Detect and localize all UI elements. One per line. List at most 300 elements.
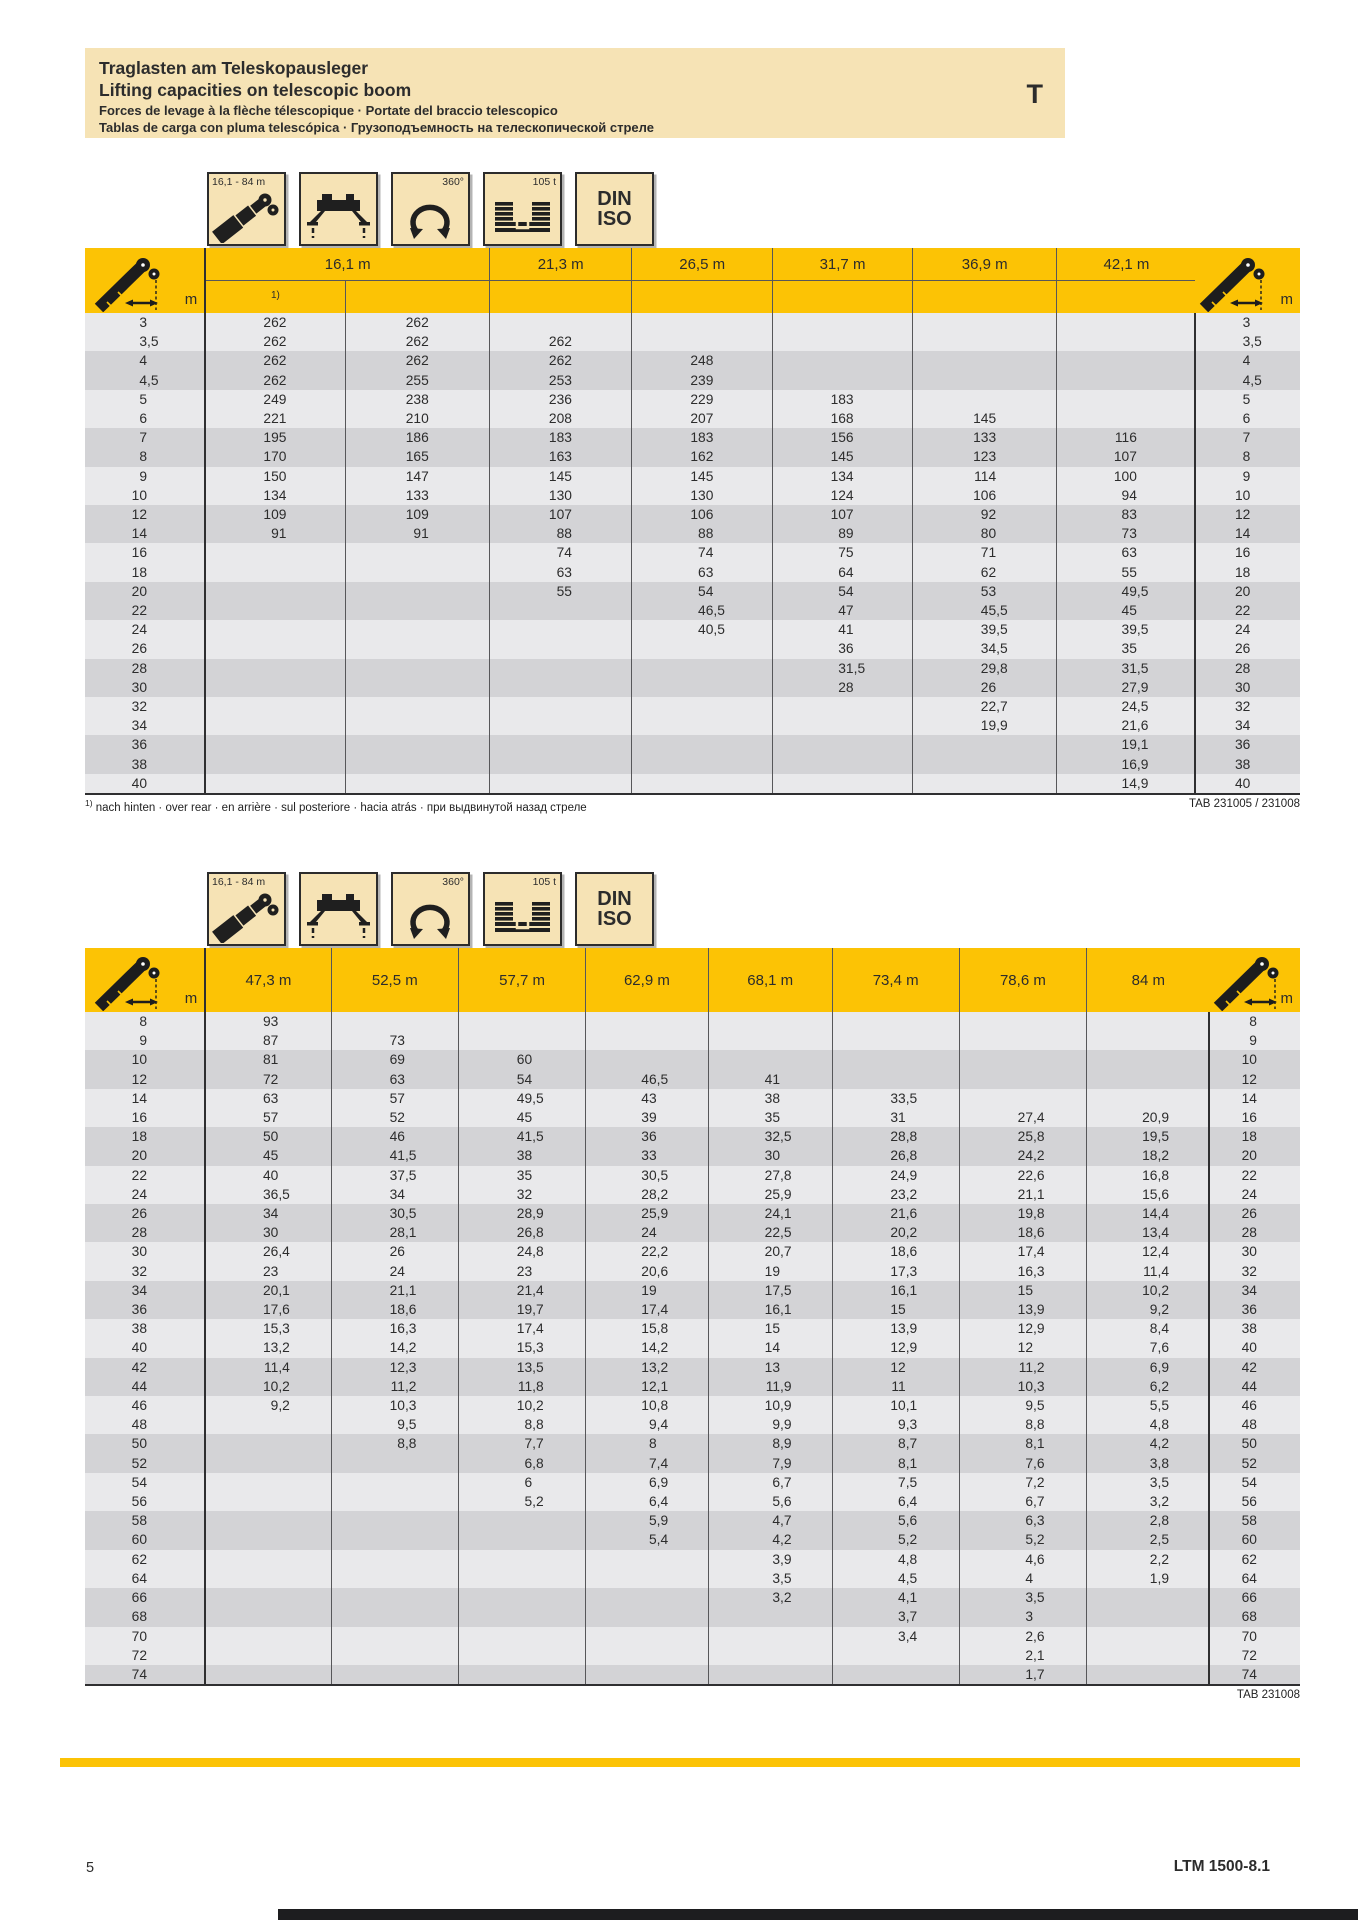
capacity-cell: 91 [205,524,345,543]
radius-cell: 26 [1209,1204,1300,1223]
rotation-label: 360° [442,876,464,888]
capacity-cell: 40 ,5 [632,620,773,639]
capacity-cell: 15 ,3 [205,1319,331,1338]
capacity-table-1-block [85,248,1300,814]
table-row [85,1627,1300,1646]
capacity-cell: 75 [773,543,913,562]
capacity-cell [459,1569,586,1588]
radius-column-header [85,248,205,313]
capacity-cell: 45 [459,1108,586,1127]
capacity-cell: 87 [205,1031,331,1050]
capacity-cell [205,716,345,735]
capacity-cell: 249 [205,390,345,409]
capacity-cell: 208 [490,409,632,428]
capacity-cell: 109 [205,505,345,524]
radius-cell: 22 [1195,601,1300,620]
capacity-cell: 186 [345,428,490,447]
counterweight-icon [485,188,560,243]
capacity-cell [1087,1607,1210,1626]
radius-cell: 26 [131,1206,148,1222]
capacity-cell: 116 [1057,428,1196,447]
radius-cell: 20 [131,583,148,599]
capacity-cell [1087,1070,1210,1089]
capacity-cell: 16 ,1 [708,1300,832,1319]
boom-length-header: 68,1 m [708,948,832,1012]
radius-cell: 8 [1209,1012,1300,1031]
capacity-cell: 8 ,8 [331,1434,459,1453]
radius-cell: 48 [1209,1415,1300,1434]
radius-cell: 54 [131,1474,148,1490]
capacity-cell [459,1646,586,1665]
table-row [85,467,1300,486]
capacity-cell: 46 ,5 [586,1070,709,1089]
radius-cell: 24 [131,1186,148,1202]
capacity-cell: 6 ,9 [586,1473,709,1492]
capacity-cell [773,735,913,754]
radius-cell: 26 [1195,639,1300,658]
capacity-cell: 1 ,9 [1087,1569,1210,1588]
radius-cell: 9 [1209,1031,1300,1050]
capacity-cell: 29 ,8 [912,659,1057,678]
radius-cell: 6 [1195,409,1300,428]
capacity-cell [632,659,773,678]
capacity-cell: 3 ,9 [708,1550,832,1569]
capacity-cell: 73 [1057,524,1196,543]
capacity-cell: 31 [832,1108,959,1127]
capacity-cell: 107 [1057,447,1196,466]
table-row [85,563,1300,582]
capacity-cell: 15 ,8 [586,1319,709,1338]
telescopic-boom-icon [209,188,284,243]
capacity-cell: 46 [331,1127,459,1146]
capacity-cell [205,601,345,620]
capacity-cell: 229 [632,390,773,409]
capacity-cell [459,1530,586,1549]
capacity-cell: 18 ,6 [331,1300,459,1319]
capacity-cell: 71 [912,543,1057,562]
capacity-cell: 47 [773,601,913,620]
table-row [85,678,1300,697]
capacity-cell: 26 ,8 [832,1146,959,1165]
capacity-cell: 35 [1057,639,1196,658]
capacity-cell: 21 ,6 [1057,716,1196,735]
capacity-cell: 74 [490,543,632,562]
capacity-table-2 [85,948,1300,1686]
sub-header-cell [345,281,490,314]
crane-model: LTM 1500-8.1 [1173,1858,1270,1875]
capacity-cell: 123 [912,447,1057,466]
capacity-cell: 195 [205,428,345,447]
capacity-cell: 15 [959,1281,1087,1300]
capacity-cell: 28 ,8 [832,1127,959,1146]
capacity-cell: 63 [1057,543,1196,562]
table-row [85,351,1300,370]
radius-cell: 68 [131,1609,148,1625]
footnote-marker: 1) [85,798,93,809]
boom-length-header: 62,9 m [586,948,709,1012]
capacity-cell [205,1607,331,1626]
capacity-cell [1087,1012,1210,1031]
outriggers-icon [301,888,376,943]
radius-cell: 48 [131,1417,148,1433]
capacity-cell: 130 [490,486,632,505]
capacity-cell: 168 [773,409,913,428]
capacity-cell: 39 ,5 [912,620,1057,639]
boom-range-box [207,172,286,246]
capacity-cell: 27 ,9 [1057,678,1196,697]
capacity-cell [832,1031,959,1050]
capacity-cell: 38 [708,1089,832,1108]
radius-cell: 12 [1195,505,1300,524]
capacity-cell: 20 ,6 [586,1262,709,1281]
capacity-cell [459,1607,586,1626]
capacity-cell: 165 [345,447,490,466]
radius-cell: 26 [131,641,148,657]
bottom-divider-bar [60,1758,1300,1767]
capacity-cell: 16 ,1 [832,1281,959,1300]
counterweight-box [483,872,562,946]
capacity-cell: 12 ,4 [1087,1242,1210,1261]
capacity-cell: 262 [205,313,345,332]
capacity-cell [345,774,490,794]
capacity-cell: 12 ,9 [832,1338,959,1357]
capacity-cell: 255 [345,371,490,390]
radius-cell: 18 [131,1129,148,1145]
boom-length-header: 47,3 m [205,948,331,1012]
capacity-cell [632,697,773,716]
capacity-cell: 23 [205,1262,331,1281]
capacity-cell [632,332,773,351]
capacity-cell [490,697,632,716]
capacity-cell [205,543,345,562]
capacity-cell: 21 ,1 [331,1281,459,1300]
capacity-cell: 14 ,2 [586,1338,709,1357]
table-row [85,447,1300,466]
capacity-cell: 28 ,2 [586,1185,709,1204]
outriggers-icon [301,188,376,243]
capacity-cell: 7 ,5 [832,1473,959,1492]
table-row [85,524,1300,543]
capacity-cell: 9 ,4 [586,1415,709,1434]
capacity-cell: 22 ,2 [586,1242,709,1261]
radius-cell: 52 [1209,1454,1300,1473]
capacity-cell: 43 [586,1089,709,1108]
capacity-cell: 31 ,5 [773,659,913,678]
capacity-cell [912,390,1057,409]
radius-cell: 18 [131,564,148,580]
capacity-cell [773,755,913,774]
capacity-cell: 239 [632,371,773,390]
capacity-cell [708,1627,832,1646]
capacity-cell: 34 [331,1185,459,1204]
capacity-cell: 262 [205,332,345,351]
table-row [85,1185,1300,1204]
radius-cell: 24 [131,622,148,638]
radius-cell: 4 [1195,351,1300,370]
capacity-cell: 57 [331,1089,459,1108]
capacity-cell: 17 ,4 [586,1300,709,1319]
capacity-cell: 92 [912,505,1057,524]
capacity-cell: 11 ,4 [1087,1262,1210,1281]
capacity-cell [586,1031,709,1050]
capacity-cell: 9 ,3 [832,1415,959,1434]
capacity-cell: 30 ,5 [331,1204,459,1223]
table-row [85,505,1300,524]
capacity-cell [708,1012,832,1031]
capacity-cell: 145 [490,467,632,486]
boom-length-header: 52,5 m [331,948,459,1012]
radius-cell: 12 [131,1071,148,1087]
radius-cell: 16 [1195,543,1300,562]
tab-reference-2: TAB 231008 [1236,1689,1300,1702]
table-row [85,1377,1300,1396]
outrigger-box [299,172,378,246]
capacity-cell: 26 ,4 [205,1242,331,1261]
capacity-cell [205,620,345,639]
radius-cell: 9 [139,1033,148,1049]
capacity-cell: 7 ,6 [959,1454,1087,1473]
capacity-cell: 34 ,5 [912,639,1057,658]
capacity-cell [1087,1050,1210,1069]
title-band [85,48,1065,138]
capacity-cell [459,1550,586,1569]
capacity-cell [490,755,632,774]
page-title-en: Lifting capacities on telescopic boom [99,79,412,100]
radius-cell: 64 [1209,1569,1300,1588]
table-row [85,601,1300,620]
capacity-cell: 19 ,5 [1087,1127,1210,1146]
capacity-cell: 4 ,2 [708,1530,832,1549]
capacity-cell: 145 [632,467,773,486]
capacity-cell: 10 ,1 [832,1396,959,1415]
capacity-cell: 207 [632,409,773,428]
radius-cell: 22 [1209,1166,1300,1185]
capacity-cell: 3 ,5 [959,1588,1087,1607]
capacity-cell: 4 ,8 [1087,1415,1210,1434]
rotation-box [391,172,470,246]
capacity-cell: 15 ,3 [459,1338,586,1357]
sub-header-cell [912,281,1057,314]
capacity-cell [345,639,490,658]
capacity-cell: 39 [586,1108,709,1127]
capacity-cell: 12 ,1 [586,1377,709,1396]
capacity-cell: 19 [708,1262,832,1281]
radius-cell: 40 [131,775,148,791]
capacity-cell: 16 ,8 [1087,1166,1210,1185]
capacity-cell: 13 ,2 [586,1358,709,1377]
capacity-cell [912,313,1057,332]
footnote-text: nach hinten · over rear · en arrière · sul posteriore · hacia atrás · при выдвинутой назад стреле [95,801,587,814]
capacity-cell: 10 ,8 [586,1396,709,1415]
capacity-cell: 114 [912,467,1057,486]
table-row [85,409,1300,428]
capacity-cell [205,1588,331,1607]
radius-cell: 10 [131,1052,148,1068]
boom-length-header: 21,3 m [490,248,632,281]
capacity-cell [331,1665,459,1685]
radius-cell: 34 [131,1282,148,1298]
radius-cell: 28 [131,660,148,676]
capacity-cell: 2 ,2 [1087,1550,1210,1569]
boom-length-header: 42,1 m [1057,248,1196,281]
radius-cell: 58 [1209,1511,1300,1530]
capacity-cell: 37 ,5 [331,1166,459,1185]
capacity-cell: 14 [708,1338,832,1357]
radius-cell: 14 [1209,1089,1300,1108]
boom-length-header: 73,4 m [832,948,959,1012]
capacity-cell: 72 [205,1070,331,1089]
capacity-cell: 40 [205,1166,331,1185]
capacity-cell [345,678,490,697]
boom-length-header: 78,6 m [959,948,1087,1012]
radius-cell: 5 [1195,390,1300,409]
capacity-cell: 49 ,5 [459,1089,586,1108]
capacity-cell: 49 ,5 [1057,582,1196,601]
capacity-cell: 262 [490,351,632,370]
boom-length-header: 36,9 m [912,248,1057,281]
capacity-cell: 83 [1057,505,1196,524]
radius-column-header [1209,948,1300,1012]
capacity-cell [345,697,490,716]
capacity-cell [331,1492,459,1511]
capacity-cell [1087,1089,1210,1108]
capacity-cell [1087,1627,1210,1646]
radius-cell: 36 [1195,735,1300,754]
capacity-cell [205,697,345,716]
capacity-cell [632,716,773,735]
capacity-cell [1057,313,1196,332]
capacity-cell [1057,390,1196,409]
radius-cell: 52 [131,1455,148,1471]
counterweight-box [483,172,562,246]
radius-cell: 66 [131,1590,148,1606]
capacity-cell: 147 [345,467,490,486]
capacity-cell: 34 [205,1204,331,1223]
radius-cell: 28 [131,1225,148,1241]
capacity-cell: 9 ,9 [708,1415,832,1434]
capacity-cell: 210 [345,409,490,428]
capacity-cell [708,1665,832,1685]
capacity-cell: 50 [205,1127,331,1146]
radius-cell: 38 [131,756,148,772]
radius-cell: 38 [131,1321,148,1337]
radius-cell: 34 [1209,1281,1300,1300]
capacity-cell: 2 ,5 [1087,1530,1210,1549]
radius-cell: 3 [1195,313,1300,332]
capacity-cell: 5 ,6 [832,1511,959,1530]
capacity-cell: 63 [632,563,773,582]
unit-label: m [1280,291,1293,308]
capacity-cell [586,1646,709,1665]
capacity-cell [912,332,1057,351]
capacity-cell: 38 [459,1146,586,1165]
capacity-cell [490,601,632,620]
radius-cell: 62 [131,1551,148,1567]
table-row [85,1646,1300,1665]
capacity-cell: 1 ,7 [959,1665,1087,1685]
radius-cell: 10 [131,487,148,503]
table-row [85,543,1300,562]
table-row [85,1089,1300,1108]
capacity-cell: 54 [632,582,773,601]
radius-cell: 7 [139,430,148,446]
capacity-cell: 27 ,4 [959,1108,1087,1127]
sub-header-cell [773,281,913,314]
capacity-cell: 57 [205,1108,331,1127]
rotation-box [391,872,470,946]
capacity-cell: 10 ,2 [205,1377,331,1396]
capacity-cell: 11 ,2 [959,1358,1087,1377]
table-row [85,332,1300,351]
radius-cell: 14 [131,1090,148,1106]
capacity-cell [959,1070,1087,1089]
capacity-cell [205,1454,331,1473]
capacity-cell: 5 ,9 [586,1511,709,1530]
capacity-cell: 18 ,6 [832,1242,959,1261]
capacity-cell: 183 [773,390,913,409]
table-row [85,1012,1300,1031]
table-row [85,620,1300,639]
capacity-cell: 32 [459,1185,586,1204]
capacity-cell: 106 [632,505,773,524]
sub-header-cell [490,281,632,314]
capacity-cell: 28 ,9 [459,1204,586,1223]
capacity-cell: 9 ,5 [959,1396,1087,1415]
radius-cell: 28 [1195,659,1300,678]
capacity-cell [345,601,490,620]
capacity-cell: 45 [205,1146,331,1165]
capacity-cell: 6 [459,1473,586,1492]
capacity-cell: 25 ,8 [959,1127,1087,1146]
table-row [85,697,1300,716]
radius-cell: 9 [139,468,148,484]
capacity-cell: 35 [459,1166,586,1185]
capacity-cell [205,1434,331,1453]
capacity-cell: 10 ,2 [1087,1281,1210,1300]
capacity-cell: 262 [345,351,490,370]
radius-cell: 8 [139,449,148,465]
capacity-cell: 69 [331,1050,459,1069]
table-row [85,1031,1300,1050]
capacity-cell [345,735,490,754]
capacity-cell: 5 ,2 [832,1530,959,1549]
crane-radius-icon [91,254,183,312]
capacity-cell: 63 [205,1089,331,1108]
table-row [85,1300,1300,1319]
radius-cell: 66 [1209,1588,1300,1607]
capacity-cell [331,1511,459,1530]
capacity-cell: 26 [912,678,1057,697]
capacity-cell: 248 [632,351,773,370]
capacity-cell [345,582,490,601]
radius-cell: 18 [1209,1127,1300,1146]
table1-footnote-row [85,798,1300,814]
capacity-cell: 262 [490,332,632,351]
capacity-cell [832,1070,959,1089]
table-row [85,390,1300,409]
table-row [85,659,1300,678]
table-row [85,1492,1300,1511]
capacity-cell: 33 [586,1146,709,1165]
capacity-cell: 20 ,7 [708,1242,832,1261]
capacity-cell: 163 [490,447,632,466]
capacity-cell: 4 ,1 [832,1588,959,1607]
capacity-cell: 25 ,9 [708,1185,832,1204]
radius-cell: 32 [1209,1262,1300,1281]
boom-length-header: 16,1 m [205,248,489,281]
crane-radius-icon [1196,254,1288,312]
table-row [85,428,1300,447]
